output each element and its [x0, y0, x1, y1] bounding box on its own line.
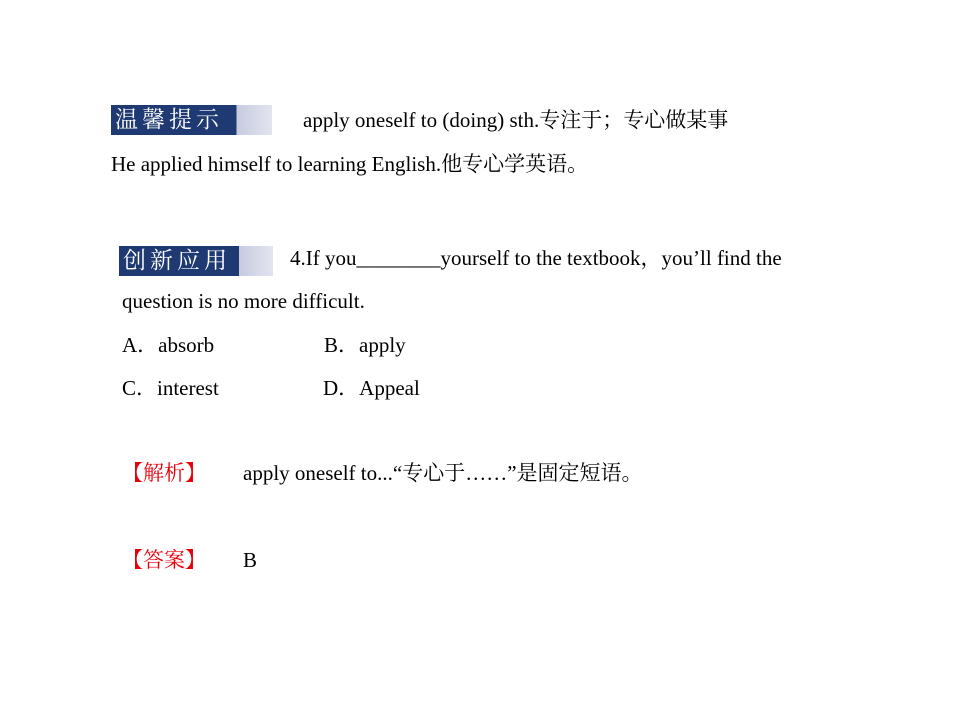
- tip-tag-label: 温馨提示: [115, 107, 223, 133]
- question-line-1: 4.If you________yourself to the textbook，you’ll find the: [290, 246, 782, 270]
- option-b: B．apply: [324, 333, 406, 357]
- answer-label: 【答案】: [122, 548, 206, 572]
- tip-tag: [111, 105, 272, 135]
- analysis-text: apply oneself to...“专心于……”是固定短语。: [243, 461, 643, 485]
- tip-line-1: apply oneself to (doing) sth.专注于；专心做某事: [303, 108, 729, 132]
- question-line-2: question is no more difficult.: [122, 289, 365, 313]
- option-c: C．interest: [122, 376, 219, 400]
- answer-text: B: [243, 548, 258, 572]
- question-tag-label: 创新应用: [123, 248, 231, 274]
- tip-line-2: He applied himself to learning English.他专心学英语。: [111, 152, 589, 176]
- question-tag: [119, 246, 273, 276]
- option-d: D．Appeal: [323, 376, 420, 400]
- option-a: A．absorb: [122, 333, 215, 357]
- analysis-label: 【解析】: [122, 461, 206, 485]
